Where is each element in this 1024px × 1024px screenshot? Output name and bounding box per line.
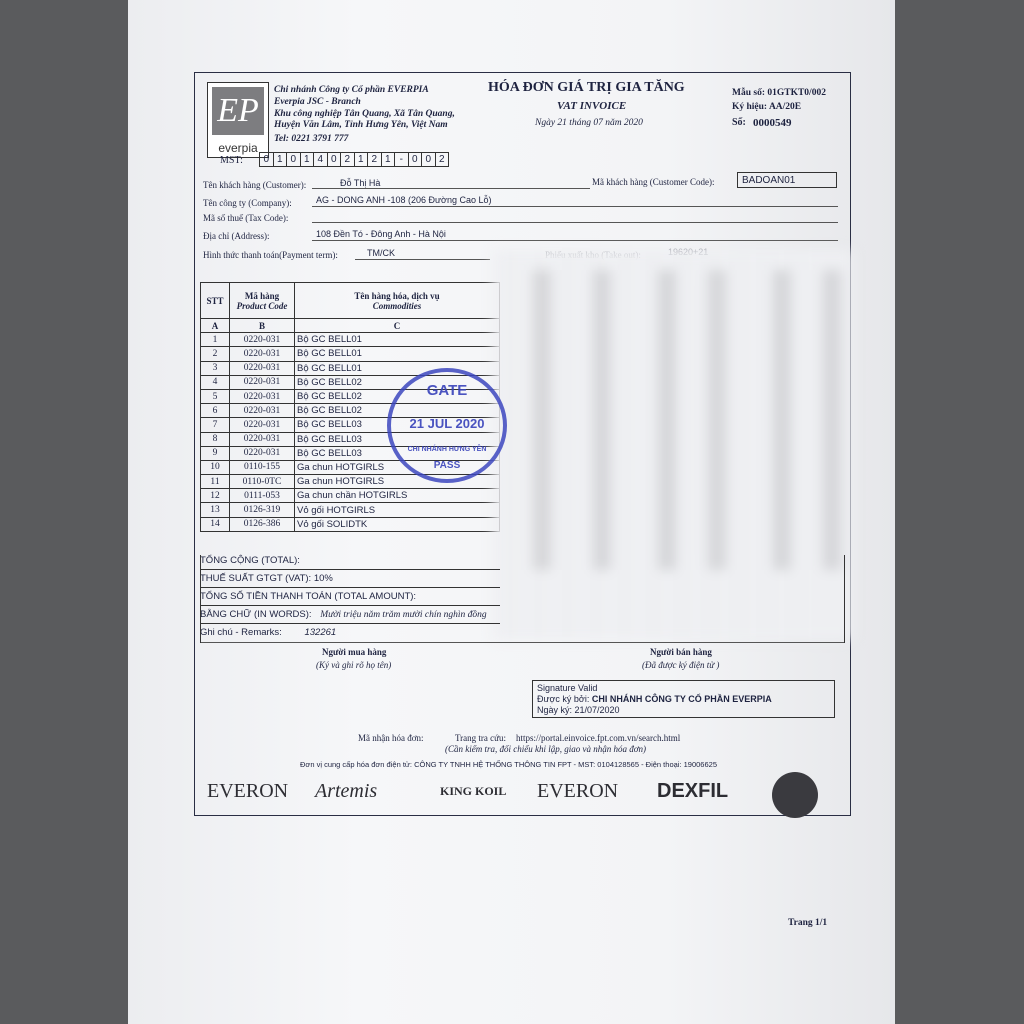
total-amount-row: TỔNG SỐ TIỀN THANH TOÁN (TOTAL AMOUNT):	[200, 589, 500, 606]
brand-everon-2: EVERON	[537, 780, 619, 802]
address-label: Địa chỉ (Address):	[203, 231, 270, 241]
seller-address-2: Huyện Văn Lâm, Tỉnh Hưng Yên, Việt Nam	[274, 120, 448, 130]
buyer-note: (Ký và ghi rõ họ tên)	[316, 660, 392, 670]
invoice-number: 0000549	[753, 117, 792, 129]
brand-artemis: Artemis	[315, 780, 378, 802]
cell-product-code: 0220-031	[230, 347, 295, 361]
invoice-date: Ngày 21 tháng 07 năm 2020	[535, 118, 643, 128]
col-commodities-en: Commodities	[372, 300, 422, 311]
invoice-title: HÓA ĐƠN GIÁ TRỊ GIA TĂNG	[488, 80, 685, 95]
cell-commodity: Bộ GC BELL03	[295, 432, 500, 446]
table-row	[201, 503, 500, 517]
cell-product-code: 0220-031	[230, 361, 295, 375]
cell-commodity: Bộ GC BELL02	[295, 404, 500, 418]
company-label: Tên công ty (Company):	[203, 198, 292, 208]
payment-line	[355, 259, 490, 260]
cell-commodity: Bộ GC BELL03	[295, 418, 500, 432]
customer-code: BADOAN01	[737, 172, 837, 188]
gate-stamp	[387, 368, 507, 483]
blurred-amounts	[493, 250, 853, 640]
cell-stt: 12	[201, 489, 230, 503]
cell-stt: 4	[201, 375, 230, 389]
summary-left-border	[200, 555, 201, 643]
table-row	[201, 347, 500, 361]
brand-everon: EVERON	[207, 780, 289, 802]
invoice-subtitle: VAT INVOICE	[557, 100, 627, 112]
cell-commodity: Vỏ gối HOTGIRLS	[295, 503, 500, 517]
cell-stt: 13	[201, 503, 230, 517]
cell-product-code: 0110-0TC	[230, 475, 295, 489]
cell-product-code: 0111-053	[230, 489, 295, 503]
payment-term: TM/CK	[367, 248, 395, 258]
cell-product-code: 0220-031	[230, 375, 295, 389]
signed-by-line: Được ký bởi: CHI NHÁNH CÔNG TY CỔ PHẦN EVERPIA	[537, 694, 772, 704]
logo-word: everpia	[218, 141, 258, 155]
stamp-bottom: PASS	[433, 460, 461, 471]
vat-row: THUẾ SUẤT GTGT (VAT): 10%	[200, 571, 500, 588]
cell-commodity: Bộ GC BELL01	[295, 333, 500, 347]
cell-stt: 1	[201, 333, 230, 347]
lookup-text: Trang tra cứu:	[455, 733, 507, 743]
tax-code-line	[312, 222, 838, 223]
company-name: AG - DONG ANH -108 (206 Đường Cao Lỗ)	[316, 195, 492, 205]
table-row	[201, 333, 500, 347]
col-product-code-vi: Mã hàng	[244, 290, 280, 301]
cell-stt: 5	[201, 389, 230, 403]
logo-mark: EP	[212, 87, 264, 135]
letter-b: B	[230, 319, 295, 333]
stamp-top: GATE	[426, 382, 468, 399]
cell-product-code: 0220-031	[230, 404, 295, 418]
letter-a: A	[201, 319, 230, 333]
mst-label: MST:	[220, 155, 243, 166]
invoice-number-label: Số:	[732, 117, 746, 128]
seller-phone: Tel: 0221 3791 777	[274, 134, 349, 144]
summary-bottom-line	[200, 642, 845, 643]
seller-note: (Đã được ký điện tử )	[642, 660, 720, 670]
cell-stt: 2	[201, 347, 230, 361]
cell-product-code: 0220-031	[230, 389, 295, 403]
cell-product-code: 0220-031	[230, 333, 295, 347]
seller-address-1: Khu công nghiệp Tân Quang, Xã Tân Quang,	[274, 109, 455, 119]
cell-commodity: Ga chun HOTGIRLS	[295, 475, 500, 489]
letter-c: C	[295, 319, 500, 333]
in-words-label: BẰNG CHỮ (IN WORDS):	[200, 609, 312, 620]
cell-stt: 11	[201, 475, 230, 489]
provider-line: Đơn vị cung cấp hóa đơn điện tử: CÔNG TY TNHH HỆ THỐNG THÔNG TIN FPT - MST: 0104128565 - Điện thoại: 19006625	[300, 760, 717, 769]
signed-by: CHI NHÁNH CÔNG TY CỔ PHẦN EVERPIA	[591, 694, 772, 704]
customer-name: Đỗ Thị Hà	[340, 178, 381, 188]
cell-stt: 8	[201, 432, 230, 446]
cell-product-code: 0220-031	[230, 432, 295, 446]
customer-address: 108 Đền Tó - Đông Anh - Hà Nội	[316, 229, 446, 239]
cell-product-code: 0126-319	[230, 503, 295, 517]
form-number: Mẫu số: 01GTKT0/002	[732, 88, 826, 98]
tax-code-label: Mã số thuế (Tax Code):	[203, 213, 289, 223]
col-commodities-vi: Tên hàng hóa, dịch vụ	[354, 290, 440, 301]
col-product-code	[230, 283, 295, 319]
customer-code-label: Mã khách hàng (Customer Code):	[592, 177, 715, 187]
mst-digits: 0 1 0 1 4 0 2 1 2 1 - 0 0 2	[260, 152, 449, 167]
cell-commodity: Ga chun HOTGIRLS	[295, 460, 500, 474]
cell-commodity: Bộ GC BELL01	[295, 361, 500, 375]
col-product-code-en: Product Code	[236, 300, 288, 311]
total-row: TỔNG CỘNG (TOTAL):	[200, 553, 500, 570]
cell-stt: 9	[201, 446, 230, 460]
payment-label: Hình thức thanh toán(Payment term):	[203, 250, 338, 260]
address-line	[312, 240, 838, 241]
table-row	[201, 517, 500, 531]
cell-commodity: Bộ GC BELL02	[295, 389, 500, 403]
cell-commodity: Bộ GC BELL01	[295, 347, 500, 361]
brand-dexfil: DEXFIL	[657, 780, 729, 802]
lookup-url[interactable]: https://portal.einvoice.fpt.com.vn/search.html	[516, 733, 681, 743]
lookup-note: (Cần kiểm tra, đối chiếu khi lập, giao và nhận hóa đơn)	[445, 744, 647, 754]
seller-name-vi: Chi nhánh Công ty Cổ phần EVERPIA	[274, 85, 429, 95]
cell-stt: 14	[201, 517, 230, 531]
remarks-value: 132261	[304, 627, 337, 638]
company-line	[312, 206, 838, 207]
in-words-value: Mười triệu năm trăm mười chín nghìn đồng	[320, 610, 487, 620]
buyer-label: Người mua hàng	[322, 647, 387, 657]
cell-product-code: 0126-386	[230, 517, 295, 531]
summary-right-border	[844, 555, 845, 643]
customer-name-line	[312, 188, 590, 189]
stamp-date: 21 JUL 2020	[409, 416, 485, 431]
cell-stt: 7	[201, 418, 230, 432]
signature-valid: Signature Valid	[537, 683, 598, 693]
col-stt: STT	[201, 283, 230, 319]
cell-product-code: 0110-155	[230, 460, 295, 474]
seller-name-en: Everpia JSC - Branch	[274, 97, 361, 107]
signed-date: Ngày ký: 21/07/2020	[537, 705, 620, 715]
cell-commodity: Ga chun chần HOTGIRLS	[295, 489, 500, 503]
brand-king-koil: KING KOIL	[440, 784, 507, 798]
signature-valid-box	[532, 680, 835, 718]
page-number: Trang 1/1	[788, 918, 828, 928]
cell-commodity: Vỏ gối SOLIDTK	[295, 517, 500, 531]
stamp-branch: CHI NHÁNH HƯNG YÊN	[407, 446, 487, 453]
in-words-row	[200, 607, 500, 624]
cell-stt: 10	[201, 460, 230, 474]
cell-stt: 3	[201, 361, 230, 375]
table-row	[201, 489, 500, 503]
seller-label: Người bán hàng	[650, 647, 712, 657]
invoice-symbol: Ký hiệu: AA/20E	[732, 102, 802, 112]
col-commodities	[295, 283, 500, 319]
everpia-logo	[207, 82, 269, 158]
cell-product-code: 0220-031	[230, 446, 295, 460]
remarks-row	[200, 625, 500, 641]
cell-commodity: Bộ GC BELL03	[295, 446, 500, 460]
remarks-label: Ghi chú - Remarks:	[200, 627, 282, 638]
seal-badge-icon	[772, 772, 818, 818]
cell-product-code: 0220-031	[230, 418, 295, 432]
customer-name-label: Tên khách hàng (Customer):	[203, 180, 307, 190]
cell-commodity: Bộ GC BELL02	[295, 375, 500, 389]
lookup-label: Mã nhận hóa đơn:	[358, 733, 424, 743]
cell-stt: 6	[201, 404, 230, 418]
